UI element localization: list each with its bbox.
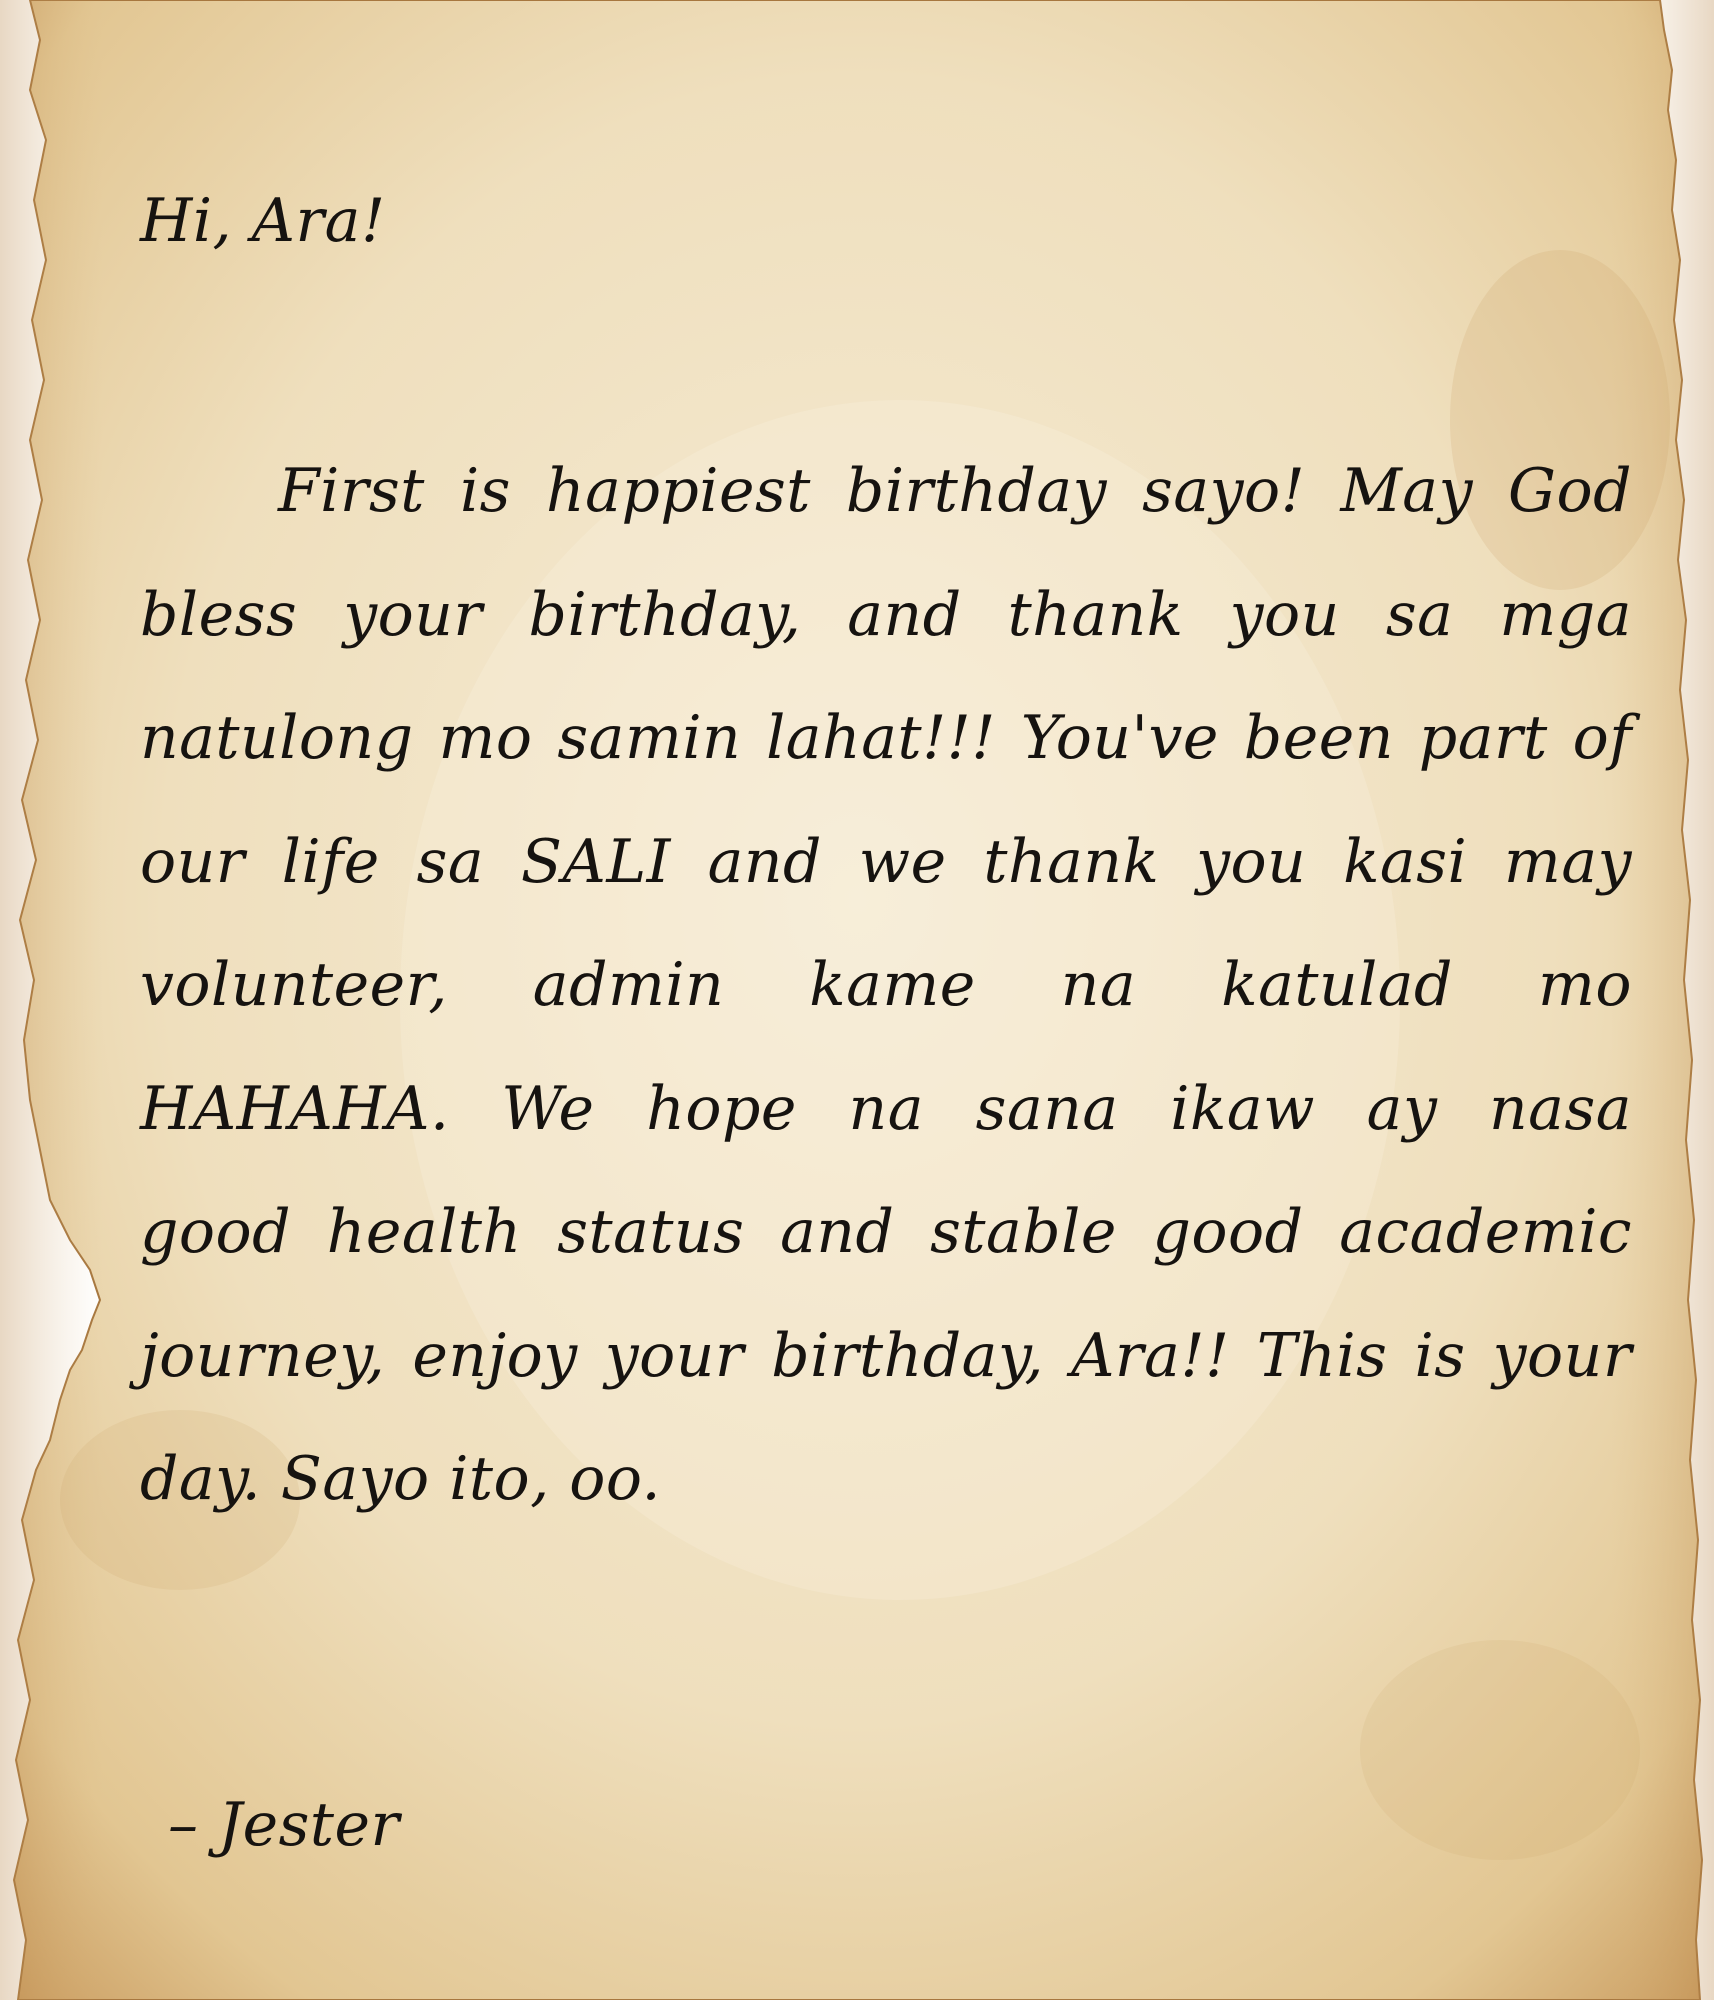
letter-body-line: First is happiest birthday sayo! May God bbox=[278, 456, 1632, 526]
age-stain bbox=[1360, 1640, 1640, 1860]
letter-signature: – Jester bbox=[168, 1790, 400, 1860]
letter-body-line: our life sa SALI and we thank you kasi may bbox=[140, 826, 1632, 897]
letter-body-line: bless your birthday, and thank you sa mga bbox=[140, 579, 1632, 650]
letter-body bbox=[140, 430, 1632, 1542]
letter-body-line: volunteer, admin kame na katulad mo bbox=[140, 950, 1632, 1020]
letter-body-line: good health status and stable good academic bbox=[140, 1197, 1632, 1267]
letter-greeting: Hi, Ara! bbox=[140, 186, 386, 256]
letter-body-line: journey, enjoy your birthday, Ara!! This is your bbox=[140, 1320, 1632, 1391]
letter-body-line: day. Sayo ito, oo. bbox=[140, 1444, 662, 1514]
letter-body-line: natulong mo samin lahat!!! You've been part of bbox=[140, 703, 1632, 773]
letter-body-line: HAHAHA. We hope na sana ikaw ay nasa bbox=[140, 1073, 1632, 1144]
